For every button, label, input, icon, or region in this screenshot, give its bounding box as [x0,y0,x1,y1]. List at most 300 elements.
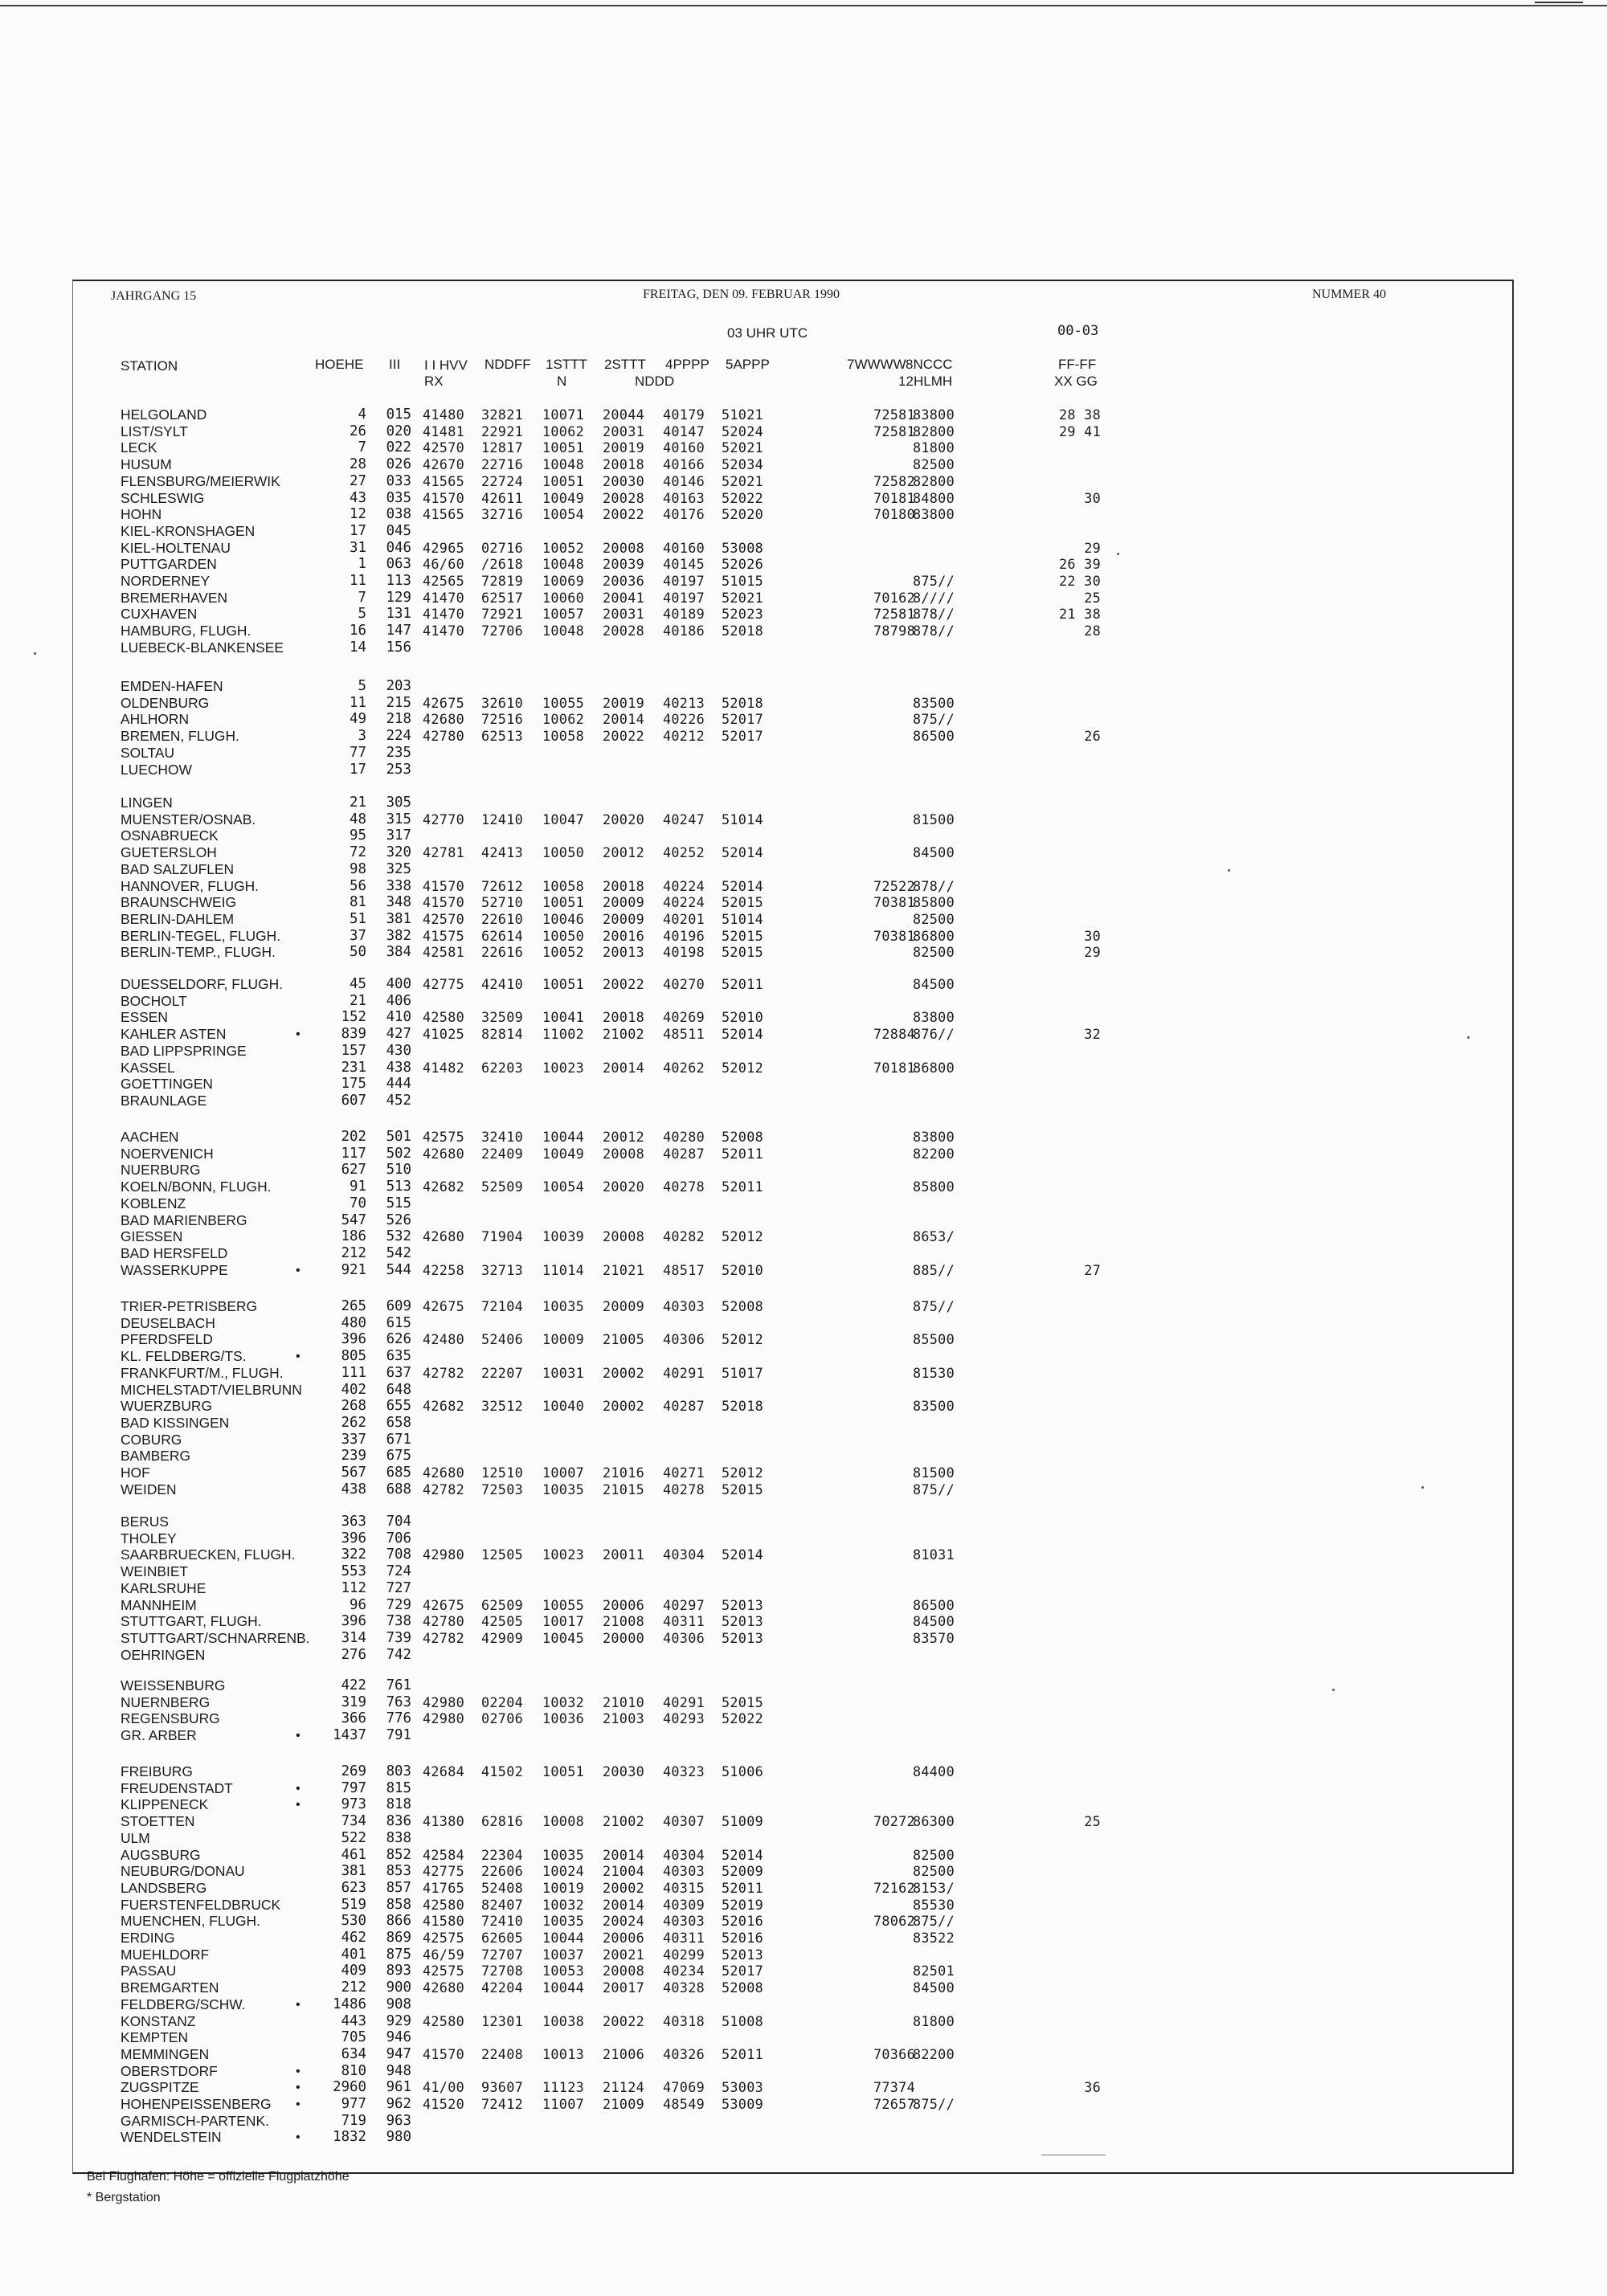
group-4: 21002 [603,1026,645,1043]
station-name: FELDBERG/SCHW. [121,1996,246,2012]
group-8nccc: 81500 [912,811,955,827]
group-4: 20022 [603,728,645,745]
station-index: 962 [386,2096,411,2112]
group-3: 10036 [542,1710,585,1727]
group-4: 20009 [603,894,645,911]
station-name: WENDELSTEIN [121,2129,222,2146]
station-index: 045 [386,522,411,539]
speck [1467,1036,1470,1039]
group-2: 41502 [481,1763,524,1779]
group-6: 52016 [722,1930,764,1946]
station-name: MUEHLDORF [121,1946,210,1963]
gusts-ff: 21 38 [1058,606,1101,623]
gusts-ff: 22 30 [1058,573,1101,589]
station-height: 396 [341,1530,366,1546]
station-height: 37 [350,927,366,944]
group-4: 20012 [603,1129,645,1145]
station-index: 853 [386,1863,411,1880]
group-2: 72708 [481,1963,524,1979]
table-row [0,1930,1607,1947]
station-name: ZUGSPITZE [121,2079,199,2096]
station-name: KEMPTEN [121,2029,189,2046]
group-2: 02716 [481,539,524,556]
station-index: 763 [386,1693,411,1710]
station-name: TRIER-PETRISBERG [121,1298,258,1314]
station-index: 637 [386,1364,411,1381]
group-3: 10071 [542,406,585,423]
group-1: 46/59 [423,1946,465,1963]
group-2: 32610 [481,694,524,711]
group-6: 52008 [722,1979,764,1996]
station-index: 838 [386,1829,411,1846]
group-2: 22724 [481,472,524,489]
group-7wwww: 70381 [873,927,915,944]
group-6: 52018 [722,694,764,711]
table-row [0,1710,1607,1727]
table-row [0,1026,1607,1043]
group-4: 20019 [603,694,645,711]
gusts-ff: 29 41 [1058,423,1101,439]
station-index: 348 [386,894,411,911]
station-height: 2960 [333,2079,366,2096]
group-8nccc: 86800 [912,1059,955,1076]
station-name: GARMISCH-PARTENK. [121,2112,269,2129]
station-index: 502 [386,1145,411,1162]
station-index: 818 [386,1796,411,1813]
group-2: 71904 [481,1228,524,1245]
group-8nccc: 8653/ [912,1228,955,1245]
group-7wwww: 70181 [873,489,915,506]
speck [1228,869,1230,872]
station-index: 963 [386,2112,411,2129]
station-name: BAD KISSINGEN [121,1414,230,1431]
group-2: 42505 [481,1613,524,1630]
group-3: 10007 [542,1465,585,1481]
station-index: 635 [386,1348,411,1365]
group-8nccc: 875// [912,1913,955,1930]
station-height: 3 [358,728,366,745]
group-8nccc: 885// [912,1261,955,1278]
group-6: 52017 [722,711,764,728]
group-5: 40189 [663,606,705,623]
group-4: 20030 [603,1763,645,1779]
station-name: MUENCHEN, FLUGH. [121,1913,260,1930]
group-2: 72707 [481,1946,524,1963]
table-row [0,795,1607,811]
group-4: 21005 [603,1331,645,1348]
station-height: 26 [350,423,366,439]
station-index: 724 [386,1563,411,1580]
table-row [0,1847,1607,1864]
group-1: 41380 [423,1813,465,1830]
station-height: 337 [341,1431,366,1448]
group-8nccc: 85530 [912,1896,955,1913]
group-2: 12505 [481,1546,524,1563]
group-8nccc: 82200 [912,1145,955,1162]
station-index: 875 [386,1946,411,1963]
station-name: LUECHOW [121,761,192,778]
station-index: 675 [386,1448,411,1465]
group-3: 11123 [542,2079,585,2096]
group-1: 42780 [423,728,465,745]
table-row [0,1348,1607,1365]
group-6: 51008 [722,2012,764,2029]
time-label-right: 00-03 [1057,323,1099,339]
table-row [0,639,1607,656]
station-index: 381 [386,910,411,927]
table-row [0,2079,1607,2096]
group-4: 20002 [603,1364,645,1381]
group-7wwww: 72884 [873,1026,915,1043]
station-name: WUERZBURG [121,1398,212,1415]
group-7wwww: 70162 [873,589,915,606]
station-name: DEUSELBACH [121,1314,215,1331]
station-height: 95 [350,827,366,844]
group-6: 52015 [722,927,764,944]
group-2: 42611 [481,489,524,506]
group-2: 02204 [481,1693,524,1710]
group-8nccc: 83500 [912,1398,955,1415]
station-height: 422 [341,1677,366,1693]
station-height: 5 [358,678,366,694]
group-4: 20008 [603,539,645,556]
group-1: 41025 [423,1026,465,1043]
group-4: 20020 [603,811,645,827]
group-8nccc: 878// [912,877,955,894]
group-5: 47069 [663,2079,705,2096]
group-6: 52012 [722,1059,764,1076]
group-2: 32713 [481,1261,524,1278]
station-index: 338 [386,877,411,894]
station-index: 430 [386,1042,411,1059]
station-name: FREIBURG [121,1763,193,1779]
station-name: GIESSEN [121,1228,183,1245]
group-6: 52015 [722,944,764,961]
station-height: 112 [341,1579,366,1596]
group-8nccc: 81800 [912,439,955,456]
station-index: 215 [386,694,411,711]
group-1: 41575 [423,927,465,944]
group-8nccc: 83570 [912,1629,955,1646]
station-name: HANNOVER, FLUGH. [121,877,259,894]
group-6: 52015 [722,1693,764,1710]
group-3: 10050 [542,927,585,944]
station-name: OBERSTDORF [121,2062,218,2079]
station-height: 519 [341,1896,366,1913]
table-row [0,1382,1607,1399]
station-height: 1832 [333,2129,366,2146]
group-8nccc: 86500 [912,1596,955,1613]
group-1: 42782 [423,1629,465,1646]
station-height: 152 [341,1009,366,1026]
group-3: 10060 [542,589,585,606]
station-name: BERLIN-DAHLEM [121,910,235,927]
station-height: 705 [341,2029,366,2046]
table-row [0,2113,1607,2130]
col-iii: III [389,357,401,372]
station-index: 900 [386,1979,411,1996]
group-6: 52014 [722,1546,764,1563]
table-row [0,1093,1607,1109]
col-g8-line1: 8NCCC [906,357,953,372]
group-3: 10049 [542,489,585,506]
station-name: MANNHEIM [121,1596,197,1613]
group-6: 52017 [722,728,764,745]
group-5: 40287 [663,1145,705,1162]
group-1: 42675 [423,1596,465,1613]
group-4: 20014 [603,1846,645,1863]
group-2: 72921 [481,606,524,623]
table-row [0,456,1607,473]
group-5: 40287 [663,1398,705,1415]
group-5: 40224 [663,894,705,911]
station-index: 410 [386,1009,411,1026]
col-g1-line1: I I HVV [424,357,468,373]
station-index: 929 [386,2012,411,2029]
group-3: 10024 [542,1863,585,1880]
station-name: PUTTGARDEN [121,556,217,573]
group-5: 40271 [663,1465,705,1481]
station-index: 866 [386,1913,411,1930]
station-name: NOERVENICH [121,1145,214,1162]
group-5: 40166 [663,456,705,473]
table-row [0,590,1607,607]
group-6: 52008 [722,1129,764,1145]
station-height: 21 [350,992,366,1009]
table-row [0,423,1607,440]
group-5: 40213 [663,694,705,711]
station-name: BAD MARIENBERG [121,1211,247,1228]
group-2: 72612 [481,877,524,894]
group-1: 42584 [423,1846,465,1863]
group-3: 11014 [542,1261,585,1278]
group-8nccc: 83522 [912,1930,955,1946]
group-1: 42570 [423,439,465,456]
col-g4-line2: NDDD [635,374,675,389]
group-7wwww: 70181 [873,1059,915,1076]
group-8nccc: 82800 [912,423,955,439]
table-row [0,439,1607,456]
table-row [0,678,1607,695]
group-3: 10048 [542,556,585,573]
station-index: 738 [386,1613,411,1630]
station-height: 438 [341,1481,366,1497]
group-8nccc: 81031 [912,1546,955,1563]
station-name: BAD HERSFELD [121,1244,228,1261]
col-g1-line2: RX [424,374,444,389]
table-row [0,1212,1607,1229]
group-3: 10051 [542,894,585,911]
group-4: 20028 [603,623,645,639]
group-2: 12510 [481,1465,524,1481]
station-height: 268 [341,1398,366,1415]
table-row [0,1630,1607,1647]
table-row [0,861,1607,878]
table-row [0,2129,1607,2146]
mountain-station-marker: • [296,2098,301,2111]
group-1: 41520 [423,2096,465,2112]
gusts-ff: 28 [1084,623,1101,639]
group-1: 46/60 [423,556,465,573]
group-7wwww: 72581 [873,606,915,623]
group-1: 41565 [423,472,465,489]
table-row [0,1262,1607,1279]
group-4: 20018 [603,456,645,473]
group-4: 20009 [603,1298,645,1314]
group-8nccc: 83500 [912,694,955,711]
group-8nccc: 81800 [912,2012,955,2029]
station-height: 17 [350,522,366,539]
group-1: 42781 [423,844,465,861]
group-4: 20028 [603,489,645,506]
group-6: 52022 [722,1710,764,1727]
group-1: 42980 [423,1693,465,1710]
group-1: 42965 [423,539,465,556]
station-index: 315 [386,811,411,827]
table-row [0,1043,1607,1060]
group-4: 20022 [603,506,645,523]
table-row [0,1162,1607,1179]
station-name: AHLHORN [121,711,190,728]
group-8nccc: 82500 [912,456,955,473]
group-2: 42204 [481,1979,524,1996]
table-row [0,1996,1607,2013]
station-name: KOELN/BONN, FLUGH. [121,1179,272,1195]
station-height: 322 [341,1546,366,1563]
table-row [0,1597,1607,1614]
group-2: 72410 [481,1913,524,1930]
station-name: SOLTAU [121,744,174,761]
group-3: 10050 [542,844,585,861]
table-row [0,695,1607,712]
station-index: 742 [386,1646,411,1663]
table-row [0,473,1607,490]
group-2: 12301 [481,2012,524,2029]
station-height: 1 [358,556,366,573]
table-row [0,878,1607,895]
group-8nccc: 82500 [912,1846,955,1863]
station-height: 27 [350,472,366,489]
station-height: 810 [341,2062,366,2079]
station-name: SCHLESWIG [121,489,205,506]
group-5: 40311 [663,1930,705,1946]
station-name: HOHENPEISSENBERG [121,2096,272,2112]
table-row [0,2096,1607,2113]
group-2: 22304 [481,1846,524,1863]
station-height: 1437 [333,1727,366,1744]
station-height: 973 [341,1796,366,1813]
mountain-station-marker: • [296,1729,301,1743]
group-5: 40198 [663,944,705,961]
station-index: 320 [386,844,411,861]
station-height: 269 [341,1763,366,1779]
station-height: 202 [341,1129,366,1145]
station-height: 14 [350,639,366,656]
station-height: 231 [341,1059,366,1076]
group-3: 10023 [542,1059,585,1076]
station-name: MICHELSTADT/VIELBRUNN [121,1381,302,1398]
group-5: 40318 [663,2012,705,2029]
group-3: 10054 [542,1179,585,1195]
group-5: 40297 [663,1596,705,1613]
station-index: 033 [386,472,411,489]
group-8nccc: 8//// [912,589,955,606]
station-index: 526 [386,1211,411,1228]
table-row [0,1530,1607,1547]
station-name: HELGOLAND [121,406,207,423]
group-8nccc: 875// [912,711,955,728]
group-2: 52406 [481,1331,524,1348]
group-2: 82407 [481,1896,524,1913]
group-6: 51009 [722,1813,764,1830]
col-g7-line1: 7WWWW [847,357,906,372]
group-4: 21003 [603,1710,645,1727]
table-row [0,1331,1607,1348]
station-height: 797 [341,1779,366,1796]
group-1: 42580 [423,2012,465,2029]
station-name: WASSERKUPPE [121,1261,228,1278]
station-index: 857 [386,1879,411,1896]
station-name: KARLSRUHE [121,1579,206,1596]
group-5: 48511 [663,1026,705,1043]
station-index: 147 [386,623,411,639]
station-height: 314 [341,1629,366,1646]
gusts-ff: 26 39 [1058,556,1101,573]
table-row [0,1580,1607,1597]
station-height: 401 [341,1946,366,1963]
group-1: 42980 [423,1546,465,1563]
group-1: 42580 [423,1896,465,1913]
station-name: GUETERSLOH [121,844,217,861]
gusts-ff: 28 38 [1058,406,1101,423]
station-name: BRAUNSCHWEIG [121,894,236,911]
station-height: 12 [350,506,366,523]
group-1: 42670 [423,456,465,473]
station-name: CUXHAVEN [121,606,198,623]
station-index: 852 [386,1846,411,1863]
station-height: 91 [350,1179,366,1195]
mountain-station-marker: • [296,1027,301,1042]
group-3: 10048 [542,456,585,473]
group-3: 10019 [542,1879,585,1896]
col-g9-line1: FF-FF [1058,357,1097,372]
group-4: 20017 [603,1979,645,1996]
group-4: 20036 [603,573,645,589]
station-index: 382 [386,927,411,944]
group-3: 10052 [542,539,585,556]
table-row [0,2013,1607,2030]
group-2: 62203 [481,1059,524,1076]
station-index: 658 [386,1414,411,1431]
station-index: 706 [386,1530,411,1546]
table-row [0,1365,1607,1382]
group-2: 22207 [481,1364,524,1381]
group-3: 10051 [542,976,585,992]
group-3: 10044 [542,1129,585,1145]
gusts-ff: 25 [1084,1813,1101,1830]
group-2: 42410 [481,976,524,992]
group-6: 52013 [722,1596,764,1613]
station-name: STOETTEN [121,1813,195,1830]
station-height: 607 [341,1092,366,1109]
group-4: 20016 [603,927,645,944]
group-4: 20000 [603,1629,645,1646]
group-5: 40282 [663,1228,705,1245]
group-8nccc: 82500 [912,910,955,927]
group-4: 21002 [603,1813,645,1830]
group-5: 40252 [663,844,705,861]
station-index: 131 [386,606,411,623]
